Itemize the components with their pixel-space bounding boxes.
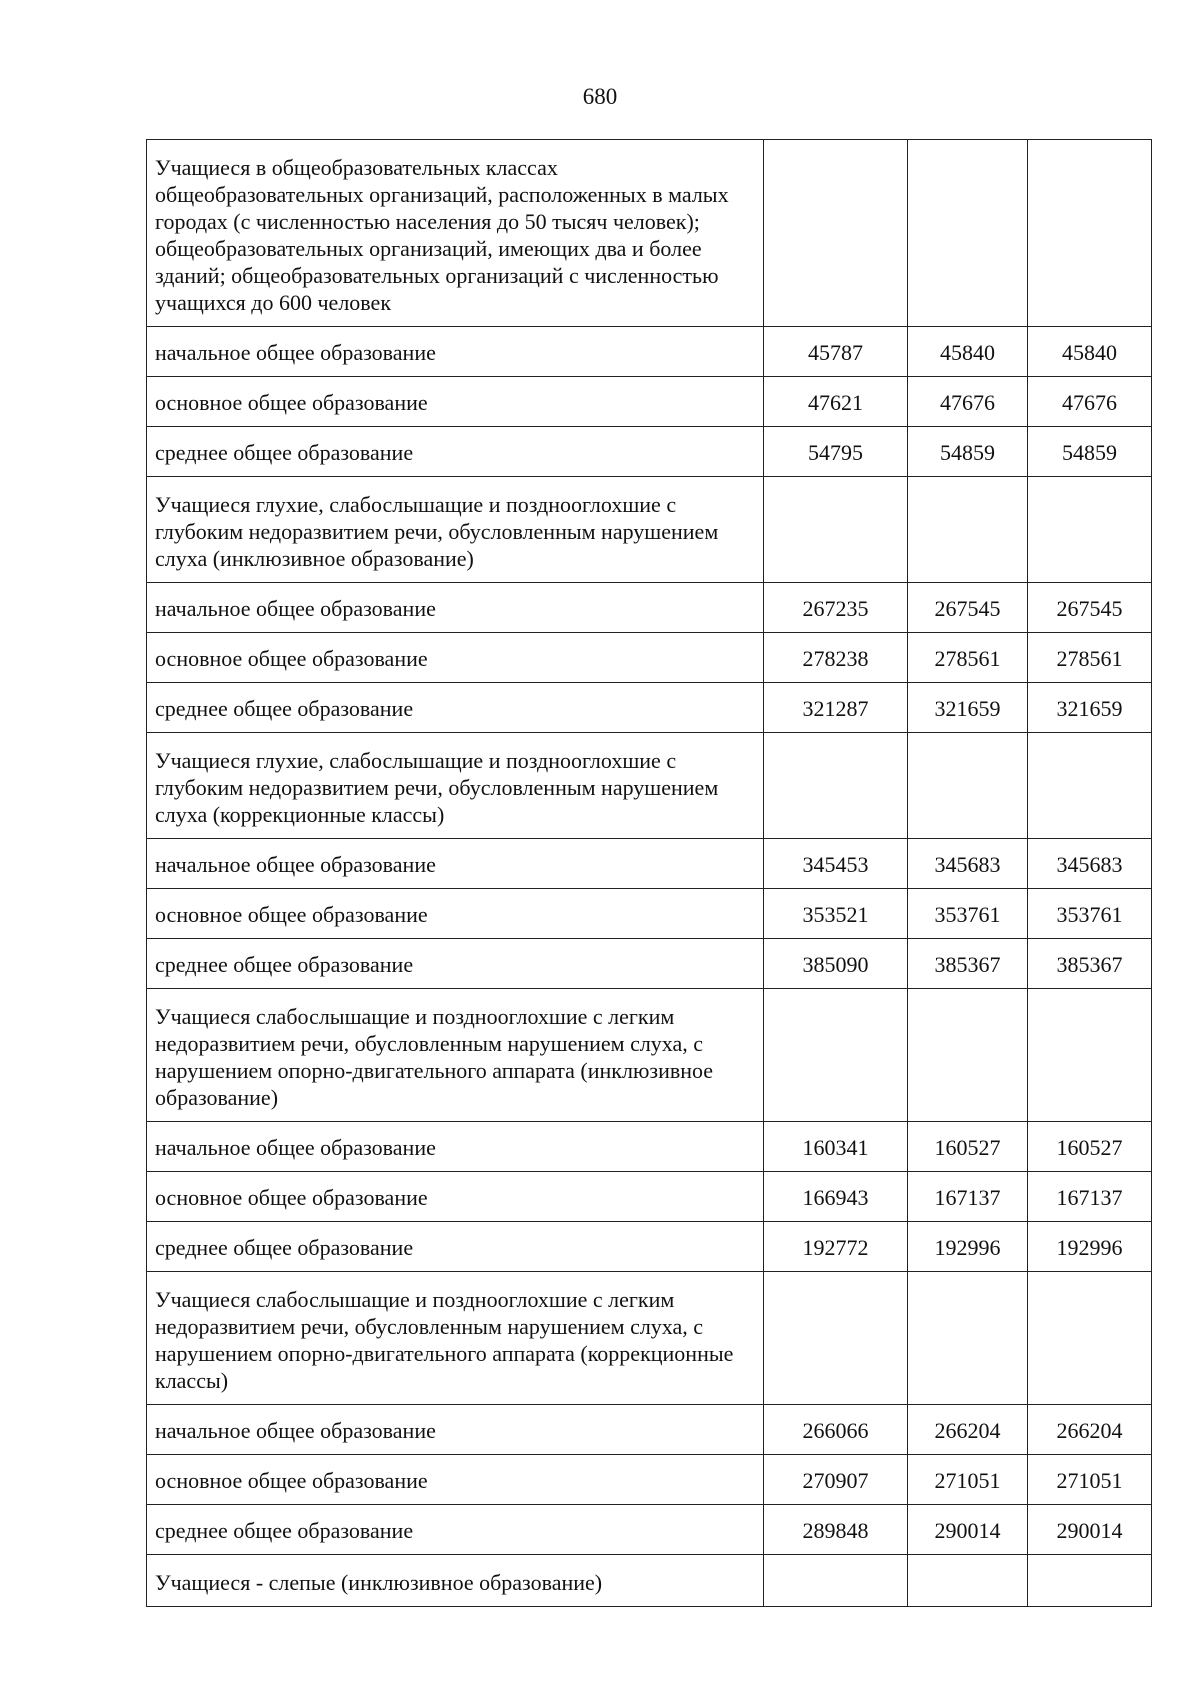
empty-cell xyxy=(1028,1555,1152,1607)
table-row xyxy=(147,839,1152,889)
value-cell: 290014 xyxy=(1028,1505,1152,1555)
section-header-row xyxy=(147,733,1152,839)
section-header-row xyxy=(147,477,1152,583)
empty-cell xyxy=(908,140,1028,327)
empty-cell xyxy=(1028,733,1152,839)
empty-cell xyxy=(908,989,1028,1122)
value-cell: 267235 xyxy=(764,583,908,633)
value-cell: 166943 xyxy=(764,1172,908,1222)
value-cell: 192996 xyxy=(1028,1222,1152,1272)
value-cell: 321287 xyxy=(764,683,908,733)
value-cell: 267545 xyxy=(1028,583,1152,633)
value-cell: 45840 xyxy=(1028,327,1152,377)
value-cell: 266066 xyxy=(764,1405,908,1455)
table-row xyxy=(147,583,1152,633)
section-title: Учащиеся глухие, слабослышащие и позднооглохшие с глубоким недоразвитием речи, обусловленным нарушением слуха (инклюзивное образование) xyxy=(147,477,764,583)
table-row xyxy=(147,327,1152,377)
page-number: 680 xyxy=(582,84,618,109)
value-cell: 45787 xyxy=(764,327,908,377)
section-title: Учащиеся слабослышащие и позднооглохшие с легким недоразвитием речи, обусловленным нарушением слуха, с нарушением опорно-двигательного аппарата (коррекционные классы) xyxy=(147,1272,764,1405)
table-row xyxy=(147,889,1152,939)
empty-cell xyxy=(764,1272,908,1405)
section-header-row xyxy=(147,1272,1152,1405)
value-cell: 47621 xyxy=(764,377,908,427)
row-label: начальное общее образование xyxy=(147,1405,764,1455)
row-label: основное общее образование xyxy=(147,633,764,683)
funding-table xyxy=(146,139,1152,1607)
value-cell: 385367 xyxy=(908,939,1028,989)
section-header-row xyxy=(147,140,1152,327)
value-cell: 321659 xyxy=(1028,683,1152,733)
value-cell: 290014 xyxy=(908,1505,1028,1555)
empty-cell xyxy=(1028,477,1152,583)
value-cell: 267545 xyxy=(908,583,1028,633)
row-label: основное общее образование xyxy=(147,1455,764,1505)
value-cell: 270907 xyxy=(764,1455,908,1505)
section-title: Учащиеся в общеобразовательных классах общеобразовательных организаций, расположенных в малых городах (с численностью населения до 50 тысяч человек); общеобразовательных организаций, имеющих два и более зданий; общеобразовательных организаций с численностью учащихся до 600 человек xyxy=(147,140,764,327)
value-cell: 54795 xyxy=(764,427,908,477)
empty-cell xyxy=(1028,1272,1152,1405)
row-label: среднее общее образование xyxy=(147,939,764,989)
row-label: среднее общее образование xyxy=(147,683,764,733)
value-cell: 385090 xyxy=(764,939,908,989)
section-title: Учащиеся слабослышащие и позднооглохшие с легким недоразвитием речи, обусловленным нарушением слуха, с нарушением опорно-двигательного аппарата (инклюзивное образование) xyxy=(147,989,764,1122)
section-header-row xyxy=(147,989,1152,1122)
empty-cell xyxy=(908,1272,1028,1405)
value-cell: 160527 xyxy=(908,1122,1028,1172)
empty-cell xyxy=(1028,140,1152,327)
value-cell: 385367 xyxy=(1028,939,1152,989)
value-cell: 278238 xyxy=(764,633,908,683)
value-cell: 45840 xyxy=(908,327,1028,377)
table-row xyxy=(147,633,1152,683)
value-cell: 266204 xyxy=(1028,1405,1152,1455)
row-label: среднее общее образование xyxy=(147,427,764,477)
table-row xyxy=(147,1222,1152,1272)
empty-cell xyxy=(764,989,908,1122)
value-cell: 192772 xyxy=(764,1222,908,1272)
section-title: Учащиеся глухие, слабослышащие и позднооглохшие с глубоким недоразвитием речи, обусловленным нарушением слуха (коррекционные классы) xyxy=(147,733,764,839)
table-row xyxy=(147,1405,1152,1455)
empty-cell xyxy=(764,477,908,583)
value-cell: 271051 xyxy=(1028,1455,1152,1505)
value-cell: 160527 xyxy=(1028,1122,1152,1172)
value-cell: 54859 xyxy=(908,427,1028,477)
row-label: начальное общее образование xyxy=(147,327,764,377)
empty-cell xyxy=(908,477,1028,583)
table-row xyxy=(147,939,1152,989)
empty-cell xyxy=(764,1555,908,1607)
row-label: основное общее образование xyxy=(147,889,764,939)
value-cell: 345453 xyxy=(764,839,908,889)
value-cell: 289848 xyxy=(764,1505,908,1555)
row-label: начальное общее образование xyxy=(147,839,764,889)
value-cell: 47676 xyxy=(908,377,1028,427)
table-row xyxy=(147,1172,1152,1222)
value-cell: 321659 xyxy=(908,683,1028,733)
section-title: Учащиеся - слепые (инклюзивное образование) xyxy=(147,1555,764,1607)
row-label: среднее общее образование xyxy=(147,1505,764,1555)
table-row xyxy=(147,377,1152,427)
value-cell: 167137 xyxy=(1028,1172,1152,1222)
empty-cell xyxy=(908,1555,1028,1607)
value-cell: 353521 xyxy=(764,889,908,939)
empty-cell xyxy=(1028,989,1152,1122)
value-cell: 54859 xyxy=(1028,427,1152,477)
value-cell: 160341 xyxy=(764,1122,908,1172)
value-cell: 266204 xyxy=(908,1405,1028,1455)
row-label: среднее общее образование xyxy=(147,1222,764,1272)
row-label: начальное общее образование xyxy=(147,1122,764,1172)
value-cell: 278561 xyxy=(1028,633,1152,683)
value-cell: 167137 xyxy=(908,1172,1028,1222)
value-cell: 345683 xyxy=(908,839,1028,889)
table-row xyxy=(147,1505,1152,1555)
value-cell: 278561 xyxy=(908,633,1028,683)
value-cell: 271051 xyxy=(908,1455,1028,1505)
value-cell: 47676 xyxy=(1028,377,1152,427)
empty-cell xyxy=(764,140,908,327)
table-row xyxy=(147,1122,1152,1172)
row-label: основное общее образование xyxy=(147,377,764,427)
row-label: основное общее образование xyxy=(147,1172,764,1222)
row-label: начальное общее образование xyxy=(147,583,764,633)
empty-cell xyxy=(908,733,1028,839)
value-cell: 353761 xyxy=(1028,889,1152,939)
table-row xyxy=(147,1455,1152,1505)
value-cell: 192996 xyxy=(908,1222,1028,1272)
table-row xyxy=(147,683,1152,733)
value-cell: 345683 xyxy=(1028,839,1152,889)
table-row xyxy=(147,427,1152,477)
empty-cell xyxy=(764,733,908,839)
section-header-row xyxy=(147,1555,1152,1607)
value-cell: 353761 xyxy=(908,889,1028,939)
